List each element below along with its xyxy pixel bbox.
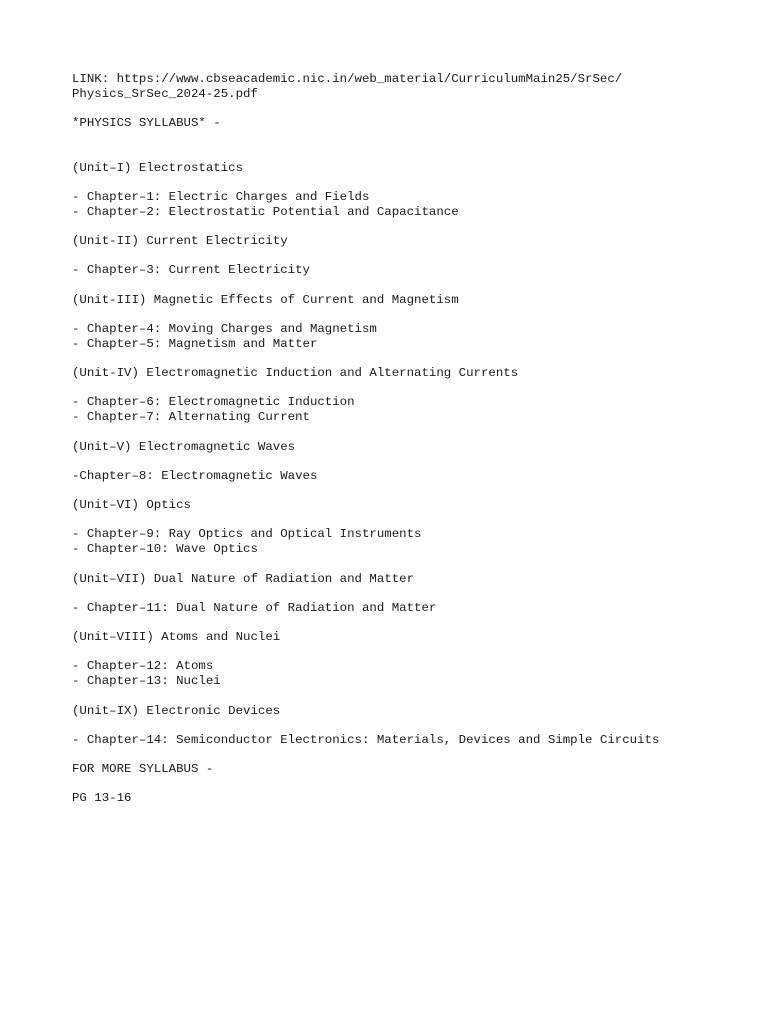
more-syllabus-text: FOR MORE SYLLABUS - xyxy=(72,761,214,776)
page-range-text: PG 13-16 xyxy=(72,791,132,806)
spacer xyxy=(72,616,712,630)
chapter-item: - Chapter–9: Ray Optics and Optical Instruments xyxy=(72,527,422,542)
syllabus-title: *PHYSICS SYLLABUS* - xyxy=(72,116,221,131)
unit-heading: (Unit-IV) Electromagnetic Induction and Alternating Currents xyxy=(72,366,519,381)
unit-heading: (Unit–VII) Dual Nature of Radiation and Matter xyxy=(72,571,415,586)
spacer xyxy=(72,132,712,161)
spacer xyxy=(72,220,712,234)
spacer xyxy=(72,645,712,659)
spacer xyxy=(72,513,712,527)
spacer xyxy=(72,777,712,791)
chapter-item: - Chapter–13: Nuclei xyxy=(72,674,221,689)
chapter-item: - Chapter–6: Electromagnetic Induction xyxy=(72,395,355,410)
unit-heading: (Unit–I) Electrostatics xyxy=(72,160,244,175)
unit-heading: (Unit-II) Current Electricity xyxy=(72,234,288,249)
chapter-item: - Chapter–3: Current Electricity xyxy=(72,263,310,278)
spacer xyxy=(72,587,712,601)
spacer xyxy=(72,426,712,440)
spacer xyxy=(72,352,712,366)
spacer xyxy=(72,484,712,498)
unit-heading: (Unit–VI) Optics xyxy=(72,498,191,512)
chapter-item: - Chapter–4: Moving Charges and Magnetism xyxy=(72,321,377,336)
spacer xyxy=(72,102,712,116)
unit-heading: (Unit–VIII) Atoms and Nuclei xyxy=(72,629,281,644)
link-line-1: LINK: https://www.cbseacademic.nic.in/web_material/CurriculumMain25/SrSec/ xyxy=(72,72,623,86)
link-line-2: Physics_SrSec_2024-25.pdf xyxy=(72,87,258,102)
chapter-item: - Chapter–7: Alternating Current xyxy=(72,410,310,425)
unit-heading: (Unit–V) Electromagnetic Waves xyxy=(72,439,296,454)
document-page xyxy=(72,72,712,806)
chapter-item: - Chapter–10: Wave Optics xyxy=(72,542,258,557)
chapter-item: - Chapter–12: Atoms xyxy=(72,659,214,674)
chapter-item: - Chapter–2: Electrostatic Potential and Capacitance xyxy=(72,204,459,219)
spacer xyxy=(72,279,712,293)
spacer xyxy=(72,748,712,762)
chapter-item: - Chapter–14: Semiconductor Electronics: Materials, Devices and Simple Circuits xyxy=(72,732,660,747)
chapter-item: - Chapter–11: Dual Nature of Radiation and Matter xyxy=(72,600,437,615)
spacer xyxy=(72,176,712,190)
units-list xyxy=(72,161,712,762)
spacer xyxy=(72,719,712,733)
spacer xyxy=(72,249,712,263)
spacer xyxy=(72,381,712,395)
chapter-item: - Chapter–1: Electric Charges and Fields xyxy=(72,189,370,204)
chapter-item: -Chapter–8: Electromagnetic Waves xyxy=(72,468,318,483)
chapter-item: - Chapter–5: Magnetism and Matter xyxy=(72,336,318,351)
unit-heading: (Unit–IX) Electronic Devices xyxy=(72,703,281,718)
unit-heading: (Unit-III) Magnetic Effects of Current and Magnetism xyxy=(72,292,459,307)
spacer xyxy=(72,558,712,572)
spacer xyxy=(72,455,712,469)
spacer xyxy=(72,690,712,704)
spacer xyxy=(72,308,712,322)
